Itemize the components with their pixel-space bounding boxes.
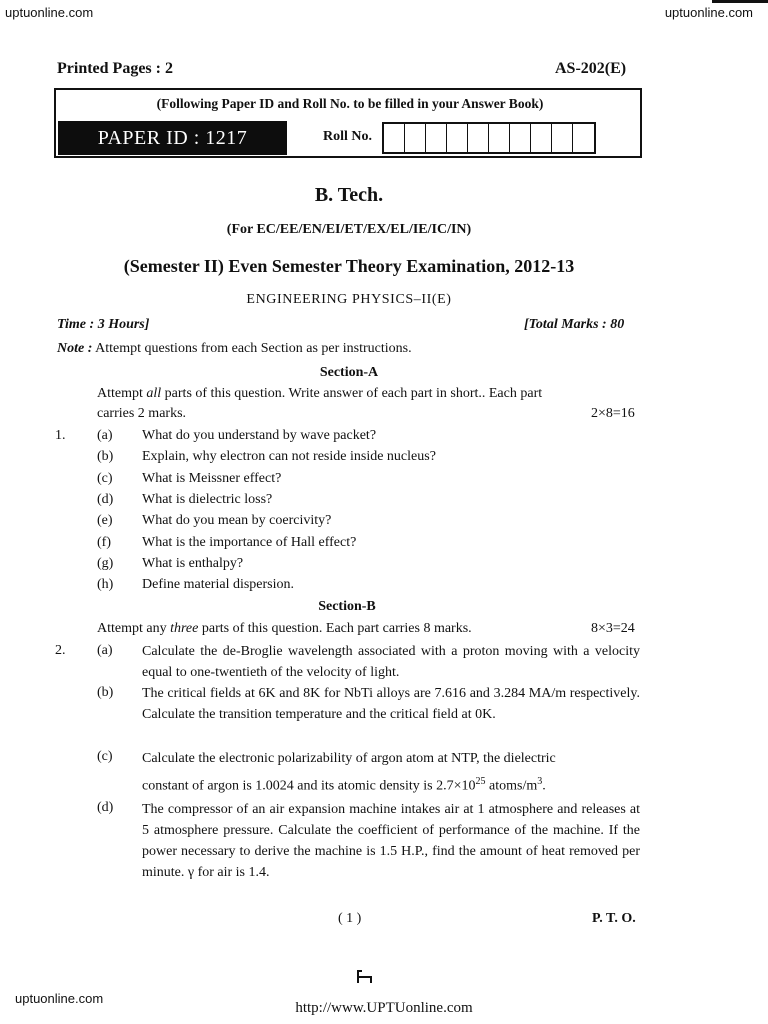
- formula-text: .: [542, 778, 546, 794]
- part-label: (d): [97, 800, 114, 815]
- footer-logo-icon: [356, 970, 374, 984]
- part-label: (a): [97, 428, 113, 443]
- watermark-top-left: uptuonline.com: [5, 5, 94, 20]
- note: [57, 341, 412, 357]
- roll-no-cell: [552, 124, 573, 152]
- formula-text: atoms/m: [485, 778, 538, 794]
- formula-text: constant of argon is 1.0024 and its atomic density is 2.7×10: [142, 778, 476, 794]
- question-2a: Calculate the de-Broglie wavelength associated with a proton moving with a velocity equal to one-twentieth of the velocity of light.: [142, 644, 640, 680]
- answer-book-instruction: (Following Paper ID and Roll No. to be filled in your Answer Book): [156, 96, 544, 111]
- printed-pages: Printed Pages : 2: [57, 60, 173, 77]
- part-label: (h): [97, 577, 114, 592]
- exam-title: (Semester II) Even Semester Theory Examination, 2012-13: [123, 256, 575, 276]
- branches: (For EC/EE/EN/EI/ET/EX/EL/IE/IC/IN): [226, 222, 472, 237]
- part-label: (g): [97, 556, 114, 571]
- part-label: (b): [97, 685, 114, 700]
- roll-no-label: Roll No.: [323, 129, 372, 144]
- note-label: Note :: [57, 341, 93, 356]
- part-label: (c): [97, 471, 113, 486]
- part-label: (b): [97, 449, 114, 464]
- watermark-top-right: uptuonline.com: [664, 5, 753, 20]
- part-label: (c): [97, 749, 113, 764]
- instr-emphasis: all: [146, 386, 162, 401]
- question-2c-line2: [142, 776, 546, 795]
- question-2c-line1: Calculate the electronic polarizability of argon atom at NTP, the dielectric: [142, 751, 556, 766]
- roll-no-grid: [382, 122, 596, 154]
- roll-no-cell: [384, 124, 405, 152]
- part-label: (f): [97, 535, 111, 550]
- question-1f: What is the importance of Hall effect?: [142, 535, 357, 550]
- instr-part: Attempt any: [97, 621, 171, 636]
- question-number-2: 2.: [55, 643, 66, 658]
- question-1g: What is enthalpy?: [142, 556, 244, 571]
- question-1h: Define material dispersion.: [142, 577, 295, 592]
- please-turn-over: P. T. O.: [592, 911, 636, 926]
- subject-title: ENGINEERING PHYSICS–II(E): [246, 292, 452, 307]
- section-a-marks: 2×8=16: [591, 406, 635, 421]
- section-a-instruction-line2: carries 2 marks.: [97, 406, 187, 421]
- exponent: 3: [537, 776, 543, 787]
- question-2d: The compressor of an air expansion machine intakes air at 1 atmosphere and releases at 5 atmosphere pressure. Calculate the coefficient of performance of the machine. If the power necessary to derive the machine is 1.5 H.P., find the amount of heat removed per minute. γ for air is 1.4.: [142, 802, 640, 880]
- roll-no-cell: [573, 124, 594, 152]
- roll-no-cell: [510, 124, 531, 152]
- paper-code: AS-202(E): [555, 60, 627, 77]
- roll-no-cell: [405, 124, 426, 152]
- part-label: (d): [97, 492, 114, 507]
- instr-part: Attempt: [97, 386, 147, 401]
- roll-no-cell: [447, 124, 468, 152]
- website-url: http://www.UPTUonline.com: [295, 1000, 473, 1016]
- question-2b: The critical fields at 6K and 8K for NbTi alloys are 7.616 and 3.284 MA/m respectively. Calculate the transition temperature and the critical field at 0K.: [142, 686, 640, 722]
- exponent: 25: [475, 776, 486, 787]
- question-1c: What is Meissner effect?: [142, 471, 282, 486]
- roll-no-cell: [531, 124, 552, 152]
- watermark-bottom-left: uptuonline.com: [15, 991, 104, 1006]
- instr-part: parts of this question. Each part carries 8 marks.: [198, 621, 472, 636]
- question-1e: What do you mean by coercivity?: [142, 513, 332, 528]
- note-text: Attempt questions from each Section as per instructions.: [95, 341, 412, 356]
- part-label: (e): [97, 513, 113, 528]
- question-1d: What is dielectric loss?: [142, 492, 273, 507]
- instr-part: parts of this question. Write answer of each part in short.. Each part: [161, 386, 543, 401]
- total-marks: [Total Marks : 80: [524, 317, 625, 332]
- roll-no-cell: [468, 124, 489, 152]
- paper-id: PAPER ID : 1217: [58, 121, 287, 155]
- section-b-marks: 8×3=24: [591, 621, 635, 636]
- exam-time: Time : 3 Hours]: [57, 317, 150, 332]
- degree-title: B. Tech.: [314, 184, 384, 206]
- corner-mark: [712, 0, 768, 3]
- question-1a: What do you understand by wave packet?: [142, 428, 377, 443]
- roll-no-cell: [426, 124, 447, 152]
- question-number-1: 1.: [55, 428, 66, 443]
- section-a-instruction: [97, 386, 640, 402]
- roll-no-cell: [489, 124, 510, 152]
- part-label: (a): [97, 643, 113, 658]
- section-a-heading: Section-A: [319, 365, 379, 380]
- section-b-instruction: [97, 621, 472, 637]
- section-b-heading: Section-B: [318, 599, 376, 614]
- question-1b: Explain, why electron can not reside inside nucleus?: [142, 449, 436, 464]
- page-number: ( 1 ): [338, 911, 362, 926]
- instr-emphasis: three: [170, 621, 199, 636]
